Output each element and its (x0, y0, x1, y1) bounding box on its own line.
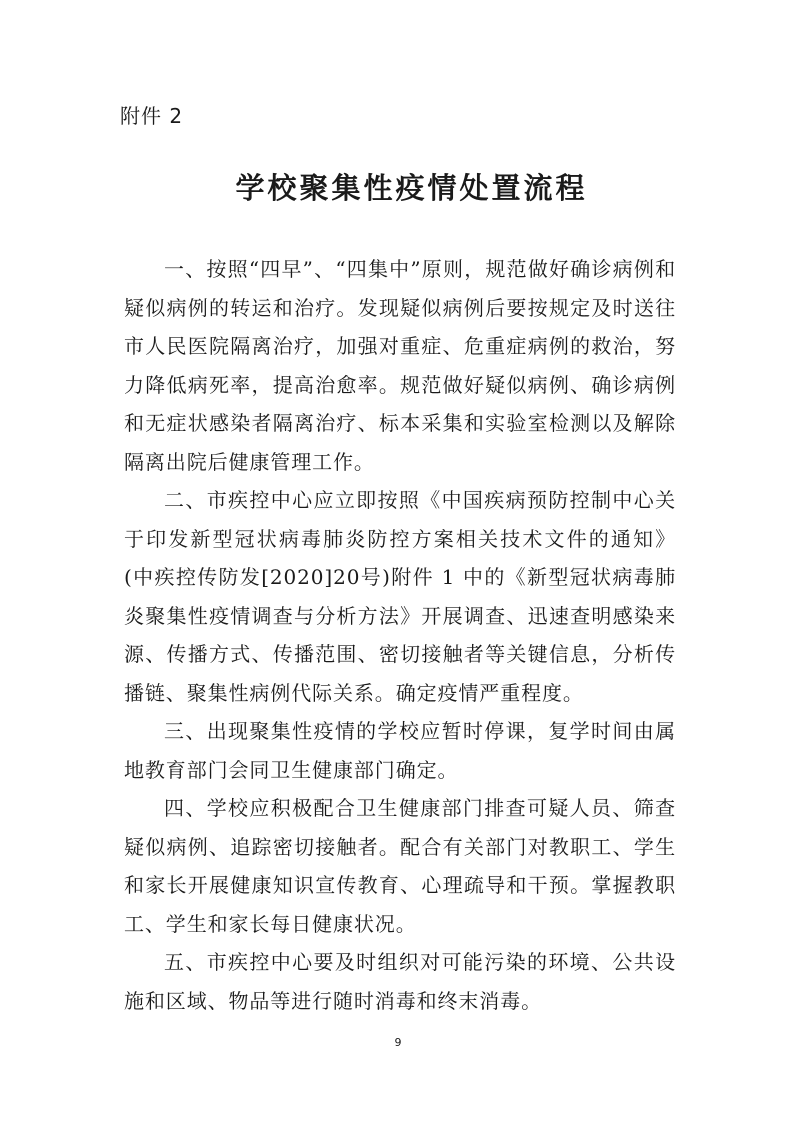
paragraph-4: 四、学校应积极配合卫生健康部门排查可疑人员、筛查疑似病例、追踪密切接触者。配合有关部门对教职工、学生和家长开展健康知识宣传教育、心理疏导和干预。掌握教职工、学生和家长每日健康状况。 (124, 796, 676, 936)
document-title: 学校聚集性疫情处置流程 (235, 171, 588, 205)
document-body (124, 250, 676, 1020)
paragraph-2: 二、市疾控中心应立即按照《中国疾病预防控制中心关于印发新型冠状病毒肺炎防控方案相关技术文件的通知》(中疾控传防发[2020]20号)附件 1 中的《新型冠状病毒肺炎聚集性疫情调查与分析方法》开展调查、迅速查明感染来源、传播方式、传播范围、密切接触者等关键信息，分析传播链、聚集性病例代际关系。确定疫情严重程度。 (124, 488, 676, 705)
page-number: 9 (394, 1036, 402, 1049)
paragraph-3: 三、出现聚集性疫情的学校应暂时停课，复学时间由属地教育部门会同卫生健康部门确定。 (124, 719, 676, 782)
paragraph-5: 五、市疾控中心要及时组织对可能污染的环境、公共设施和区域、物品等进行随时消毒和终末消毒。 (124, 950, 676, 1013)
attachment-label: 附件 2 (120, 104, 184, 128)
paragraph-1: 一、按照“四早”、“四集中”原则，规范做好确诊病例和疑似病例的转运和治疗。发现疑似病例后要按规定及时送往市人民医院隔离治疗，加强对重症、危重症病例的救治，努力降低病死率，提高治愈率。规范做好疑似病例、确诊病例和无症状感染者隔离治疗、标本采集和实验室检测以及解除隔离出院后健康管理工作。 (124, 257, 676, 474)
